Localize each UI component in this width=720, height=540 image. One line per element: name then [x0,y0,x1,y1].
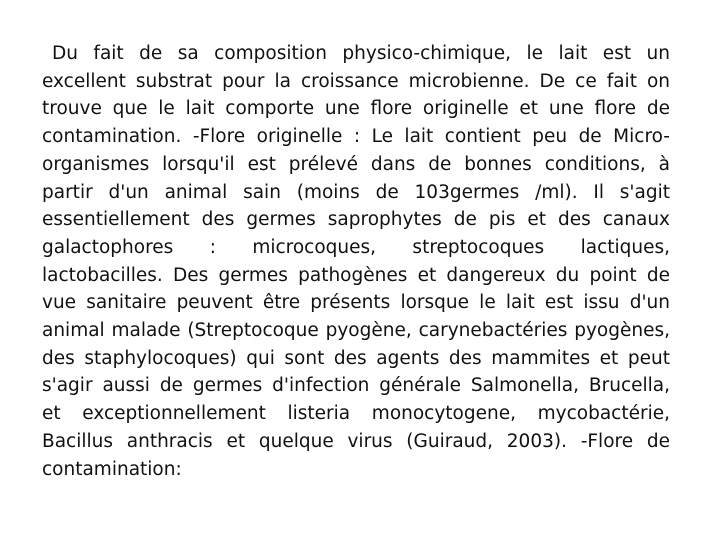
body-paragraph: Du fait de sa composition physico-chimique, le lait est un excellent substrat pour la croissance microbienne. De ce fait on trouve que le lait comporte une flore originelle et une flore de contamination. -Flore originelle : Le lait contient peu de Micro-organismes lorsqu'il est prélevé dans de bonnes conditions, à partir d'un animal sain (moins de 103germes /ml). Il s'agit essentiellement des germes saprophytes de pis et des canaux galactophores : microcoques, streptocoques lactiques, lactobacilles. Des germes pathogènes et dangereux du point de vue sanitaire peuvent être présents lorsque le lait est issu d'un animal malade (Streptocoque pyogène, carynebactéries pyogènes, des staphylocoques) qui sont des agents des mammites et peut s'agir aussi de germes d'infection générale Salmonella, Brucella, et exceptionnellement listeria monocytogene, mycobactérie, Bacillus anthracis et quelque virus (Guiraud, 2003). -Flore de contamination: [42,43,670,480]
body-text-block [42,40,670,483]
